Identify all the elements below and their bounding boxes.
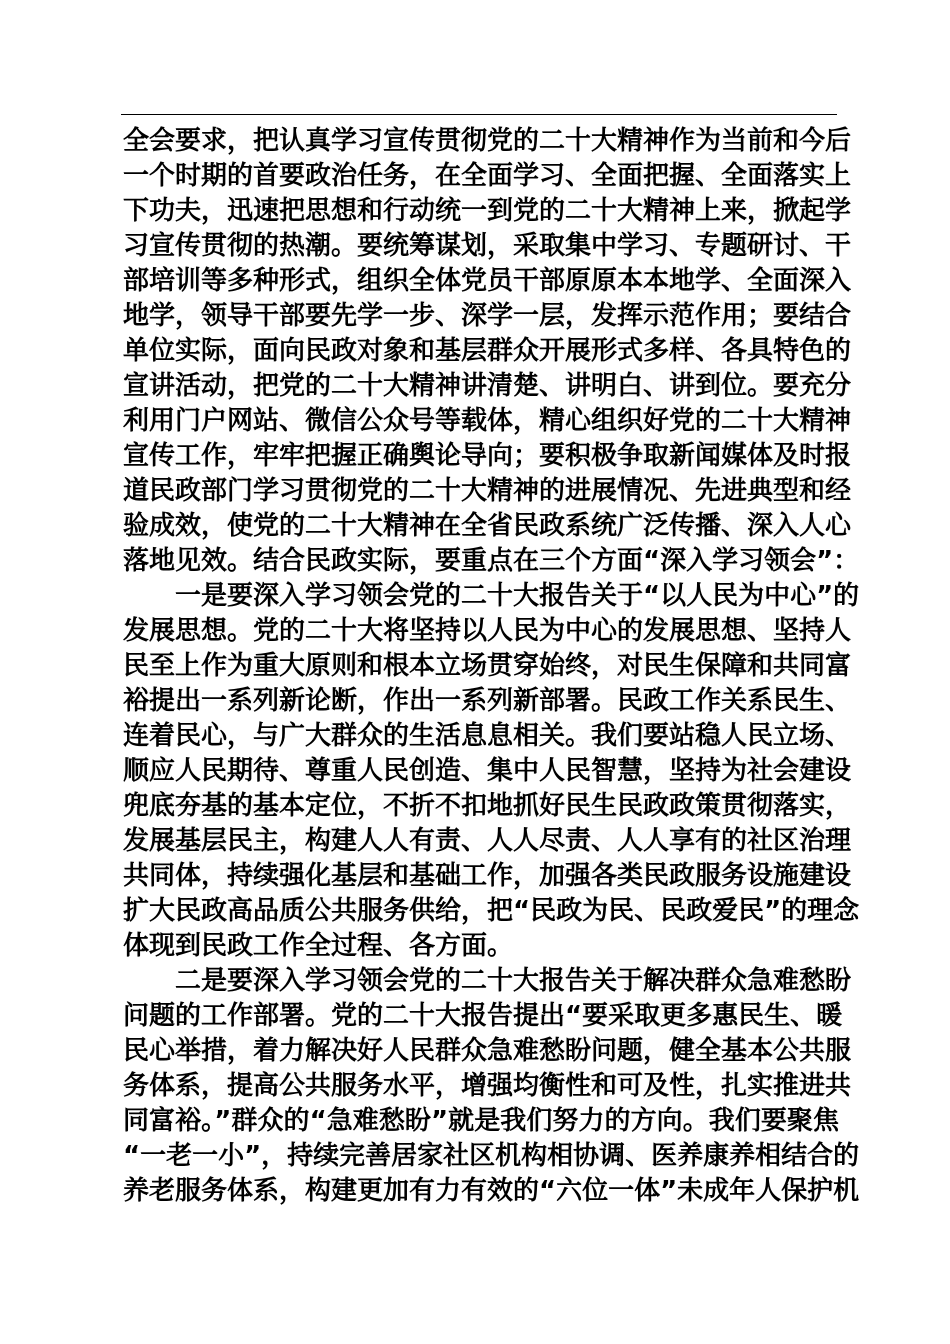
text-line: 习宣传贯彻的热潮。要统筹谋划，采取集中学习、专题研讨、干 bbox=[123, 231, 852, 261]
text-line: 养老服务体系，构建更加有力有效的“六位一体”未成年人保护机 bbox=[123, 1176, 860, 1206]
text-line: 裕提出一系列新论断，作出一系列新部署。民政工作关系民生、 bbox=[123, 686, 852, 716]
text-line: 民心举措，着力解决好人民群众急难愁盼问题，健全基本公共服 bbox=[123, 1036, 852, 1066]
text-line: 兜底夯基的基本定位，不折不扣地抓好民生民政政策贯彻落实， bbox=[123, 791, 852, 821]
text-line: 部培训等多种形式，组织全体党员干部原原本本地学、全面深入 bbox=[123, 266, 852, 296]
text-line: 全会要求，把认真学习宣传贯彻党的二十大精神作为当前和今后 bbox=[123, 126, 852, 156]
text-line: 地学，领导干部要先学一步、深学一层，发挥示范作用；要结合 bbox=[123, 301, 852, 331]
header-rule bbox=[121, 114, 837, 115]
text-line: 一个时期的首要政治任务，在全面学习、全面把握、全面落实上 bbox=[123, 161, 852, 191]
text-line: 发展思想。党的二十大将坚持以人民为中心的发展思想、坚持人 bbox=[123, 616, 852, 646]
text-line: 道民政部门学习贯彻党的二十大精神的进展情况、先进典型和经 bbox=[123, 476, 852, 506]
text-line: 验成效，使党的二十大精神在全省民政系统广泛传播、深入人心 bbox=[123, 511, 852, 541]
text-line: 发展基层民主，构建人人有责、人人尽责、人人享有的社区治理 bbox=[123, 826, 852, 856]
text-line: 落地见效。结合民政实际，要重点在三个方面“深入学习领会”： bbox=[123, 546, 860, 576]
text-line: 连着民心，与广大群众的生活息息相关。我们要站稳人民立场、 bbox=[123, 721, 852, 751]
text-line: 宣传工作，牢牢把握正确舆论导向；要积极争取新闻媒体及时报 bbox=[123, 441, 852, 471]
text-line: 问题的工作部署。党的二十大报告提出“要采取更多惠民生、暖 bbox=[123, 1001, 843, 1031]
text-line: 二是要深入学习领会党的二十大报告关于解决群众急难愁盼 bbox=[175, 966, 852, 996]
body-text bbox=[123, 124, 860, 1209]
text-line: 体现到民政工作全过程、各方面。 bbox=[123, 931, 514, 961]
text-line: “一老一小”，持续完善居家社区机构相协调、医养康养相结合的 bbox=[123, 1141, 860, 1171]
text-line: 同富裕。”群众的“急难愁盼”就是我们努力的方向。我们要聚焦 bbox=[123, 1106, 839, 1136]
text-line: 下功夫，迅速把思想和行动统一到党的二十大精神上来，掀起学 bbox=[123, 196, 852, 226]
text-line: 共同体，持续强化基层和基础工作，加强各类民政服务设施建设 bbox=[123, 861, 852, 891]
text-line: 民至上作为重大原则和根本立场贯穿始终，对民生保障和共同富 bbox=[123, 651, 852, 681]
text-line: 扩大民政高品质公共服务供给，把“民政为民、民政爱民”的理念 bbox=[123, 896, 860, 926]
text-line: 务体系，提高公共服务水平，增强均衡性和可及性，扎实推进共 bbox=[123, 1071, 852, 1101]
text-line: 利用门户网站、微信公众号等载体，精心组织好党的二十大精神 bbox=[123, 406, 852, 436]
text-line: 宣讲活动，把党的二十大精神讲清楚、讲明白、讲到位。要充分 bbox=[123, 371, 852, 401]
text-line: 一是要深入学习领会党的二十大报告关于“以人民为中心”的 bbox=[175, 581, 860, 611]
text-line: 单位实际，面向民政对象和基层群众开展形式多样、各具特色的 bbox=[123, 336, 852, 366]
text-line: 顺应人民期待、尊重人民创造、集中人民智慧，坚持为社会建设 bbox=[123, 756, 852, 786]
